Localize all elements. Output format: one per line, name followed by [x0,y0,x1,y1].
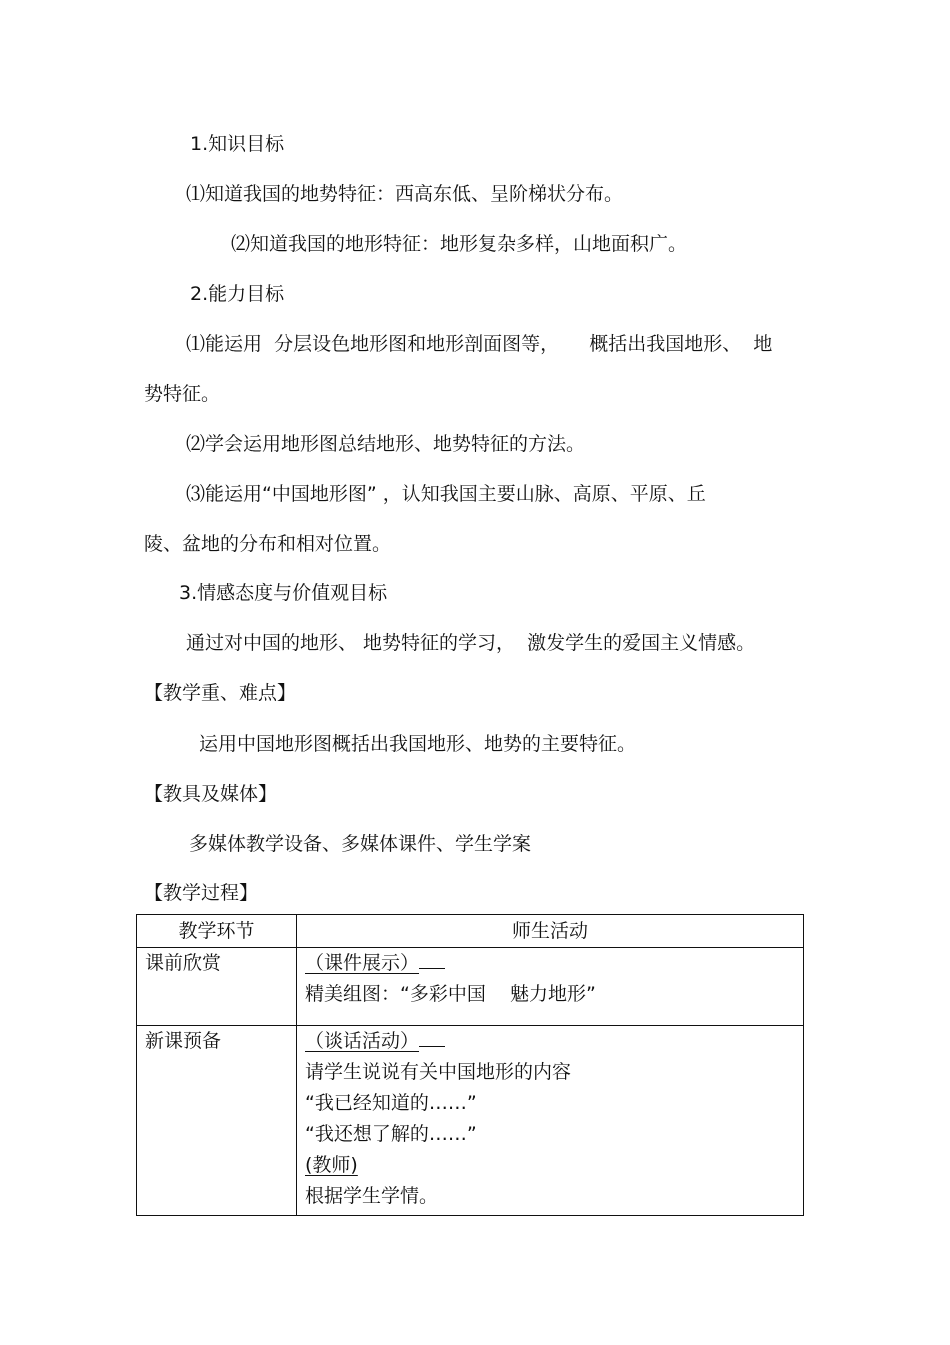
media-text: 多媒体教学设备、多媒体课件、学生学案 [189,833,532,855]
table-row [137,1026,804,1216]
ability-goal-heading: 2.能力目标 [190,283,285,305]
row-activity-cell [297,1026,804,1216]
activity-tag-text: （谈话活动） [305,1030,420,1052]
stage-text: 新课预备 [145,1030,222,1052]
table-header-row [137,915,804,948]
emotion-goal-heading: 3.情感态度与价值观目标 [179,582,388,604]
table-row [137,948,804,1026]
knowledge-goal-item-1: ⑴知道我国的地势特征：西高东低、呈阶梯状分布。 [186,183,624,205]
activity-tag-text: （课件展示） [305,952,420,974]
header-stage: 教学环节 [137,915,297,948]
activity-tag [297,948,803,979]
ability-goal-item-3-line-2: 陵、盆地的分布和相对位置。 [144,533,392,555]
ability-goal-item-1-line-2: 势特征。 [144,383,221,405]
key-points-text: 运用中国地形图概括出我国地形、地势的主要特征。 [199,733,637,755]
teacher-tag-text: (教师) [305,1154,358,1176]
teaching-process-table [136,914,804,1216]
activity-line: “我已经知道的……” [305,1092,477,1114]
key-points-heading: 【教学重、难点】 [144,682,297,704]
knowledge-goal-item-2: ⑵知道我国的地形特征：地形复杂多样，山地面积广。 [231,233,688,255]
media-heading: 【教具及媒体】 [144,783,278,805]
row-stage-label [137,1026,297,1216]
knowledge-goal-heading: 1.知识目标 [190,133,285,155]
teacher-tag [297,1150,803,1181]
header-activity: 师生活动 [297,915,804,948]
ability-goal-item-1-line-1: ⑴能运用 分层设色地形图和地形剖面图等， 概括出我国地形、 地 [186,333,773,355]
row-activity-cell [297,948,804,1026]
row-stage-label [137,948,297,1026]
activity-line: 精美组图：“多彩中国 魅力地形” [305,983,596,1005]
stage-text: 课前欣赏 [145,952,222,974]
ability-goal-item-2: ⑵学会运用地形图总结地形、地势特征的方法。 [186,433,586,455]
activity-line: 根据学生学情。 [305,1185,439,1207]
activity-line: 请学生说说有关中国地形的内容 [305,1061,572,1083]
emotion-goal-text: 通过对中国的地形、 地势特征的学习， 激发学生的爱国主义情感。 [186,632,756,654]
activity-tag [297,1026,803,1057]
ability-goal-item-3-line-1: ⑶能运用“中国地形图” ，认知我国主要山脉、高原、平原、丘 [186,483,706,505]
process-heading: 【教学过程】 [144,882,259,904]
activity-line: “我还想了解的……” [305,1123,477,1145]
